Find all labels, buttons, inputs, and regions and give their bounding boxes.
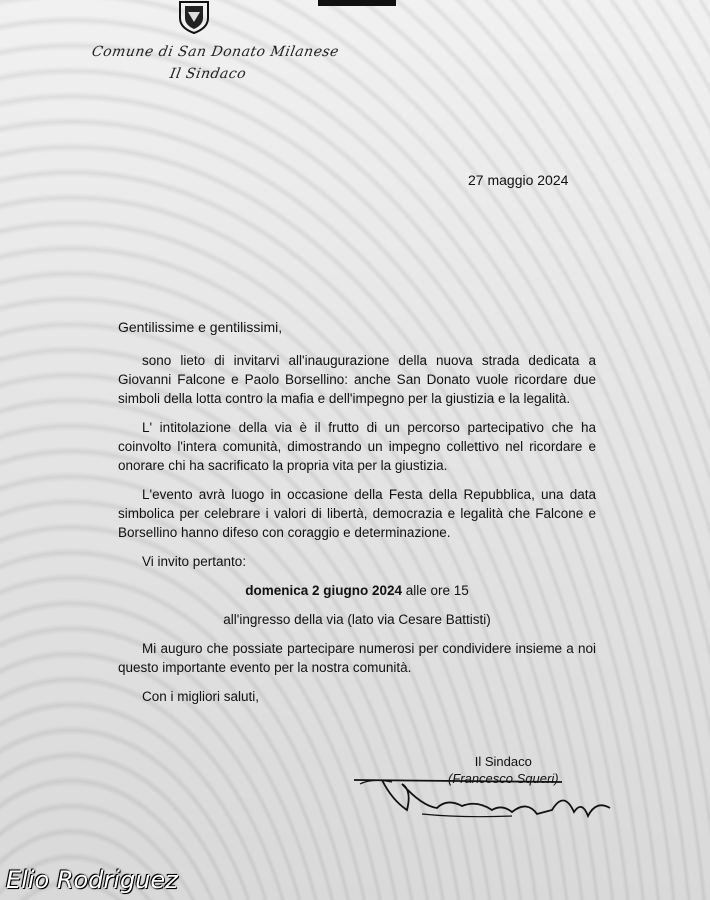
paragraph-2: L' intitolazione della via è il frutto di un percorso partecipativo che ha coinvolto l'intera comunità, dimostrando un impegno collettivo nel ricordare e onorare chi ha sacrificato la propria vita per la giustizia. [118,420,596,473]
photo-watermark: Elio Rodriguez [6,866,178,894]
paragraph-4: Mi auguro che possiate partecipare numerosi per condividere insieme a noi questo importante evento per la nostra comunità. [118,641,596,675]
letter-body [118,318,596,706]
event-date: domenica 2 giugno 2024 [245,583,402,598]
event-date-time [118,581,596,600]
signature-title: Il Sindaco [474,754,532,769]
event-time: alle ore 15 [402,583,469,598]
municipal-crest-icon [176,0,212,34]
paragraph-3: L'evento avrà luogo in occasione della Festa della Repubblica, una data simbolica per celebrare i valori di libertà, democrazia e legalità che Falcone e Borsellino hanno difeso con coraggio e determinazione. [118,487,596,540]
handwritten-signature-icon [352,770,622,830]
paragraph-1: sono lieto di invitarvi all'inaugurazione della nuova strada dedicata a Giovanni Falcone e Paolo Borsellino: anche San Donato vuole ricordare due simboli della lotta contro la mafia e dell'impegno per la giustizia e la legalità. [118,353,596,406]
closing: Con i migliori saluti, [142,689,260,704]
letterhead-municipality: Comune di San Donato Milanese [90,44,341,60]
top-edge-bar [318,0,396,6]
greeting: Gentilissime e gentilissimi, [118,319,283,335]
letterhead [92,44,339,82]
event-location: all'ingresso della via (lato via Cesare Battisti) [223,612,491,627]
invite-line: Vi invito pertanto: [142,554,247,569]
letterhead-title: Il Sindaco [168,66,248,82]
letter-date: 27 maggio 2024 [468,172,569,188]
signature-name: (Francesco Squeri) [448,771,559,786]
